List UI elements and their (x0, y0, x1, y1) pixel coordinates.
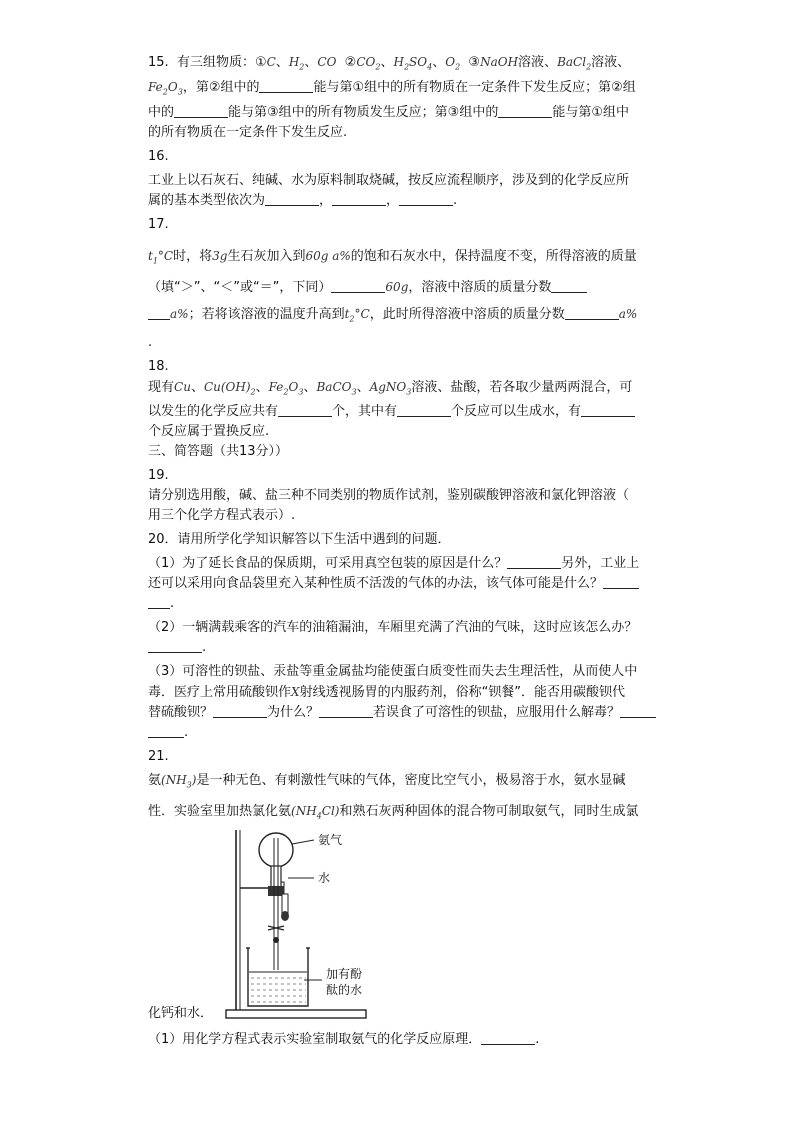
q20-p1-line1: （1）为了延长食品的保质期，可采用真空包装的原因是什么？ 另外，工业上 (148, 555, 640, 571)
answer-blank[interactable] (148, 595, 170, 609)
label-beaker-1: 加有酚 (326, 966, 363, 981)
apparatus-diagram (218, 830, 458, 1030)
dropper-bulb (281, 911, 289, 921)
answer-blank[interactable] (551, 279, 587, 293)
answer-blank[interactable] (332, 192, 386, 206)
answer-blank[interactable] (498, 104, 552, 118)
q21-p1: （1）用化学方程式表示实验室制取氨气的化学反应原理． . (148, 1031, 540, 1047)
q20-p3-line3: 替硫酸钡？ 为什么？ 若误食了可溶性的钡盐，应服用什么解毒？ (148, 703, 676, 723)
water-hatching (251, 978, 306, 1002)
answer-blank[interactable] (148, 306, 170, 320)
leader-gas (292, 840, 314, 844)
fountain-apparatus-figure (148, 830, 676, 1030)
q17-number: 17. (148, 216, 169, 232)
q20-p1-line2: 还可以采用向食品袋里充入某种性质不活泼的气体的办法，该气体可能是什么？ (148, 574, 676, 594)
q15-line1: 15. 有三组物质：①C、$H_2$、CO $②CO_2$、$H_2SO_4$、$O_2$ ③NaOH溶液、BaCl$_2$溶液、 (148, 55, 631, 72)
q18-number: 18. (148, 358, 169, 374)
q20-p3-line2: 毒．医疗上常用硫酸钡作X射线透视肠胃的内服药剂，俗称“钡餐”．能否用碳酸钡代 (148, 684, 626, 700)
flask-neck (271, 866, 281, 888)
q16-line2: 属的基本类型依次为 ， ， . (148, 192, 458, 208)
q21-line2: 性．实验室里加热氯化氨$(NH_4Cl)$和熟石灰两种固体的混合物可制取氨气，同时生成氯 (148, 804, 639, 821)
q15-line3: 中的 能与第③组中的所有物质发生反应；第③组中的 能与第①组中 (148, 104, 629, 120)
q20-p3-line1: （3）可溶性的钡盐、汞盐等重金属盐均能使蛋白质变性而失去生理活性，从而使人中 (148, 663, 638, 679)
q19-line1: 请分别选用酸，碱、盐三种不同类别的物质作试剂，鉴别碳酸钾溶液和氯化钾溶液（ (148, 487, 630, 503)
q17-period: . (148, 334, 153, 350)
q15-line2: $Fe_2O_3$，第②组中的 能与第①组中的所有物质在一定条件下发生反应；第②组 (148, 80, 636, 97)
answer-blank[interactable] (399, 192, 453, 206)
answer-blank[interactable] (265, 192, 319, 206)
section-3-heading: 三、简答题（共13分）） (148, 443, 289, 459)
stand-base (226, 1010, 366, 1018)
q20-heading: 20．请用所学化学知识解答以下生活中遇到的问题． (148, 531, 451, 547)
q19-line2: 用三个化学方程式表示）. (148, 507, 296, 523)
answer-blank[interactable] (507, 555, 561, 569)
answer-blank[interactable] (213, 704, 267, 718)
answer-blank[interactable] (331, 279, 385, 293)
answer-blank[interactable] (148, 639, 202, 653)
q21-line3: 化钙和水． (148, 1005, 214, 1021)
answer-blank[interactable] (481, 1031, 535, 1045)
pinch-clip (268, 926, 284, 930)
q20-p3-line4: . (148, 723, 676, 743)
answer-blank[interactable] (565, 306, 619, 320)
answer-blank[interactable] (620, 704, 656, 718)
answer-blank[interactable] (174, 104, 228, 118)
q18-line3: 个反应属于置换反应. (148, 423, 270, 439)
answer-blank[interactable] (148, 724, 184, 738)
answer-blank[interactable] (259, 79, 313, 93)
q21-line1: 氨$(NH_3)$是一种无色、有刺激性气味的气体，密度比空气小，极易溶于水，氨水显碱 (148, 772, 626, 790)
answer-blank[interactable] (278, 403, 332, 417)
q16-line1: 工业上以石灰石、纯碱、水为原料制取烧碱，按反应流程顺序，涉及到的化学反应所 (148, 172, 630, 188)
q20-p1-line3: . (148, 594, 676, 614)
q19-number: 19. (148, 467, 169, 483)
q16-number: 16. (148, 148, 169, 164)
label-water: 水 (318, 870, 331, 885)
answer-blank[interactable] (319, 704, 373, 718)
answer-blank[interactable] (397, 403, 451, 417)
q18-line1: 现有Cu、$Cu(OH)_2$、$Fe_2O_3$、BaCO$_3$、AgNO$_3$溶液、盐酸，若各取少量两两混合，可 (148, 379, 633, 396)
q17-line1: $t_1^\circ C$时，将3g生石灰加入到60g a%的饱和石灰水中，保持温度不变，所得溶液的质量 (148, 248, 637, 266)
q17-line2: （填“＞”、“＜”或“＝”，下同） 60g，溶液中溶质的质量分数 (148, 274, 676, 301)
q17-line3: a%；若将该溶液的温度升高到$t_2^\circ C$，此时所得溶液中溶质的质量分数 a% (148, 301, 676, 332)
answer-blank[interactable] (581, 403, 635, 417)
label-beaker-2: 酞的水 (326, 982, 363, 997)
q20-p2-line1: （2）一辆满载乘客的汽车的油箱漏油，车厢里充满了汽油的气味，这时应该怎么办？ (148, 619, 638, 635)
worksheet (148, 52, 676, 1050)
q21-number: 21. (148, 748, 169, 764)
label-ammonia: 氨气 (318, 832, 343, 847)
q15-line4: 的所有物质在一定条件下发生反应. (148, 124, 348, 140)
clip-knob (273, 937, 279, 943)
answer-blank[interactable] (603, 575, 639, 589)
round-flask (259, 833, 293, 867)
q18-line2: 以发生的化学反应共有 个，其中有 个反应可以生成水，有 (148, 402, 676, 422)
q20-p2-line2: . (148, 638, 676, 658)
